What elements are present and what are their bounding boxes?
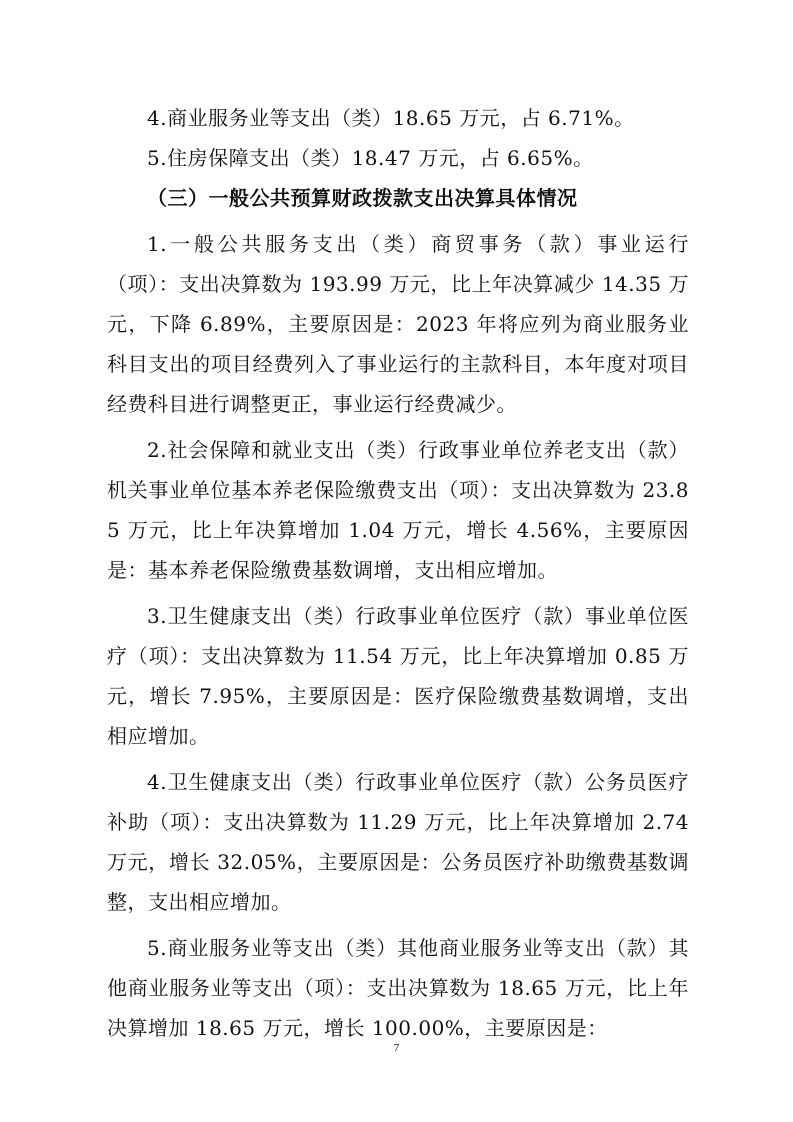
summary-line-commerce: 4.商业服务业等支出（类）18.65 万元，占 6.71%。 bbox=[147, 106, 635, 130]
paragraph-general-public-services: 1.一般公共服务支出（类）商贸事务（款）事业运行（项）：支出决算数为 193.99 万元，比上年决算减少 14.35 万元，下降 6.89%，主要原因是：2023 年将应列为商业服务业科目支出的项目经费列入了事业运行的主款科目，本年度对项目经费科目进行调整更正，事业运行经费减少。 bbox=[107, 232, 689, 416]
page-number: 7 bbox=[393, 1042, 400, 1054]
paragraph-social-security: 2.社会保障和就业支出（类）行政事业单位养老支出（款）机关事业单位基本养老保险缴费支出（项）：支出决算数为 23.85 万元，比上年决算增加 1.04 万元，增长 4.56%，主要原因是：基本养老保险缴费基数调增，支出相应增加。 bbox=[107, 438, 689, 582]
paragraph-civil-servant-medical: 4.卫生健康支出（类）行政事业单位医疗（款）公务员医疗补助（项）：支出决算数为 11.29 万元，比上年决算增加 2.74 万元，增长 32.05%，主要原因是：公务员医疗补助缴费基数调整，支出相应增加。 bbox=[107, 770, 689, 914]
section-heading: （三）一般公共预算财政拨款支出决算具体情况 bbox=[147, 186, 578, 210]
summary-line-housing: 5.住房保障支出（类）18.47 万元，占 6.65%。 bbox=[147, 146, 594, 170]
paragraph-commerce-services: 5.商业服务业等支出（类）其他商业服务业等支出（款）其他商业服务业等支出（项）：支出决算数为 18.65 万元，比上年决算增加 18.65 万元，增长 100.00%，主要原因是： bbox=[107, 936, 689, 1040]
document-body bbox=[107, 98, 689, 1054]
paragraph-health-institution-medical: 3.卫生健康支出（类）行政事业单位医疗（款）事业单位医疗（项）：支出决算数为 11.54 万元，比上年决算增加 0.85 万元，增长 7.95%，主要原因是：医疗保险缴费基数调增，支出相应增加。 bbox=[107, 604, 689, 748]
